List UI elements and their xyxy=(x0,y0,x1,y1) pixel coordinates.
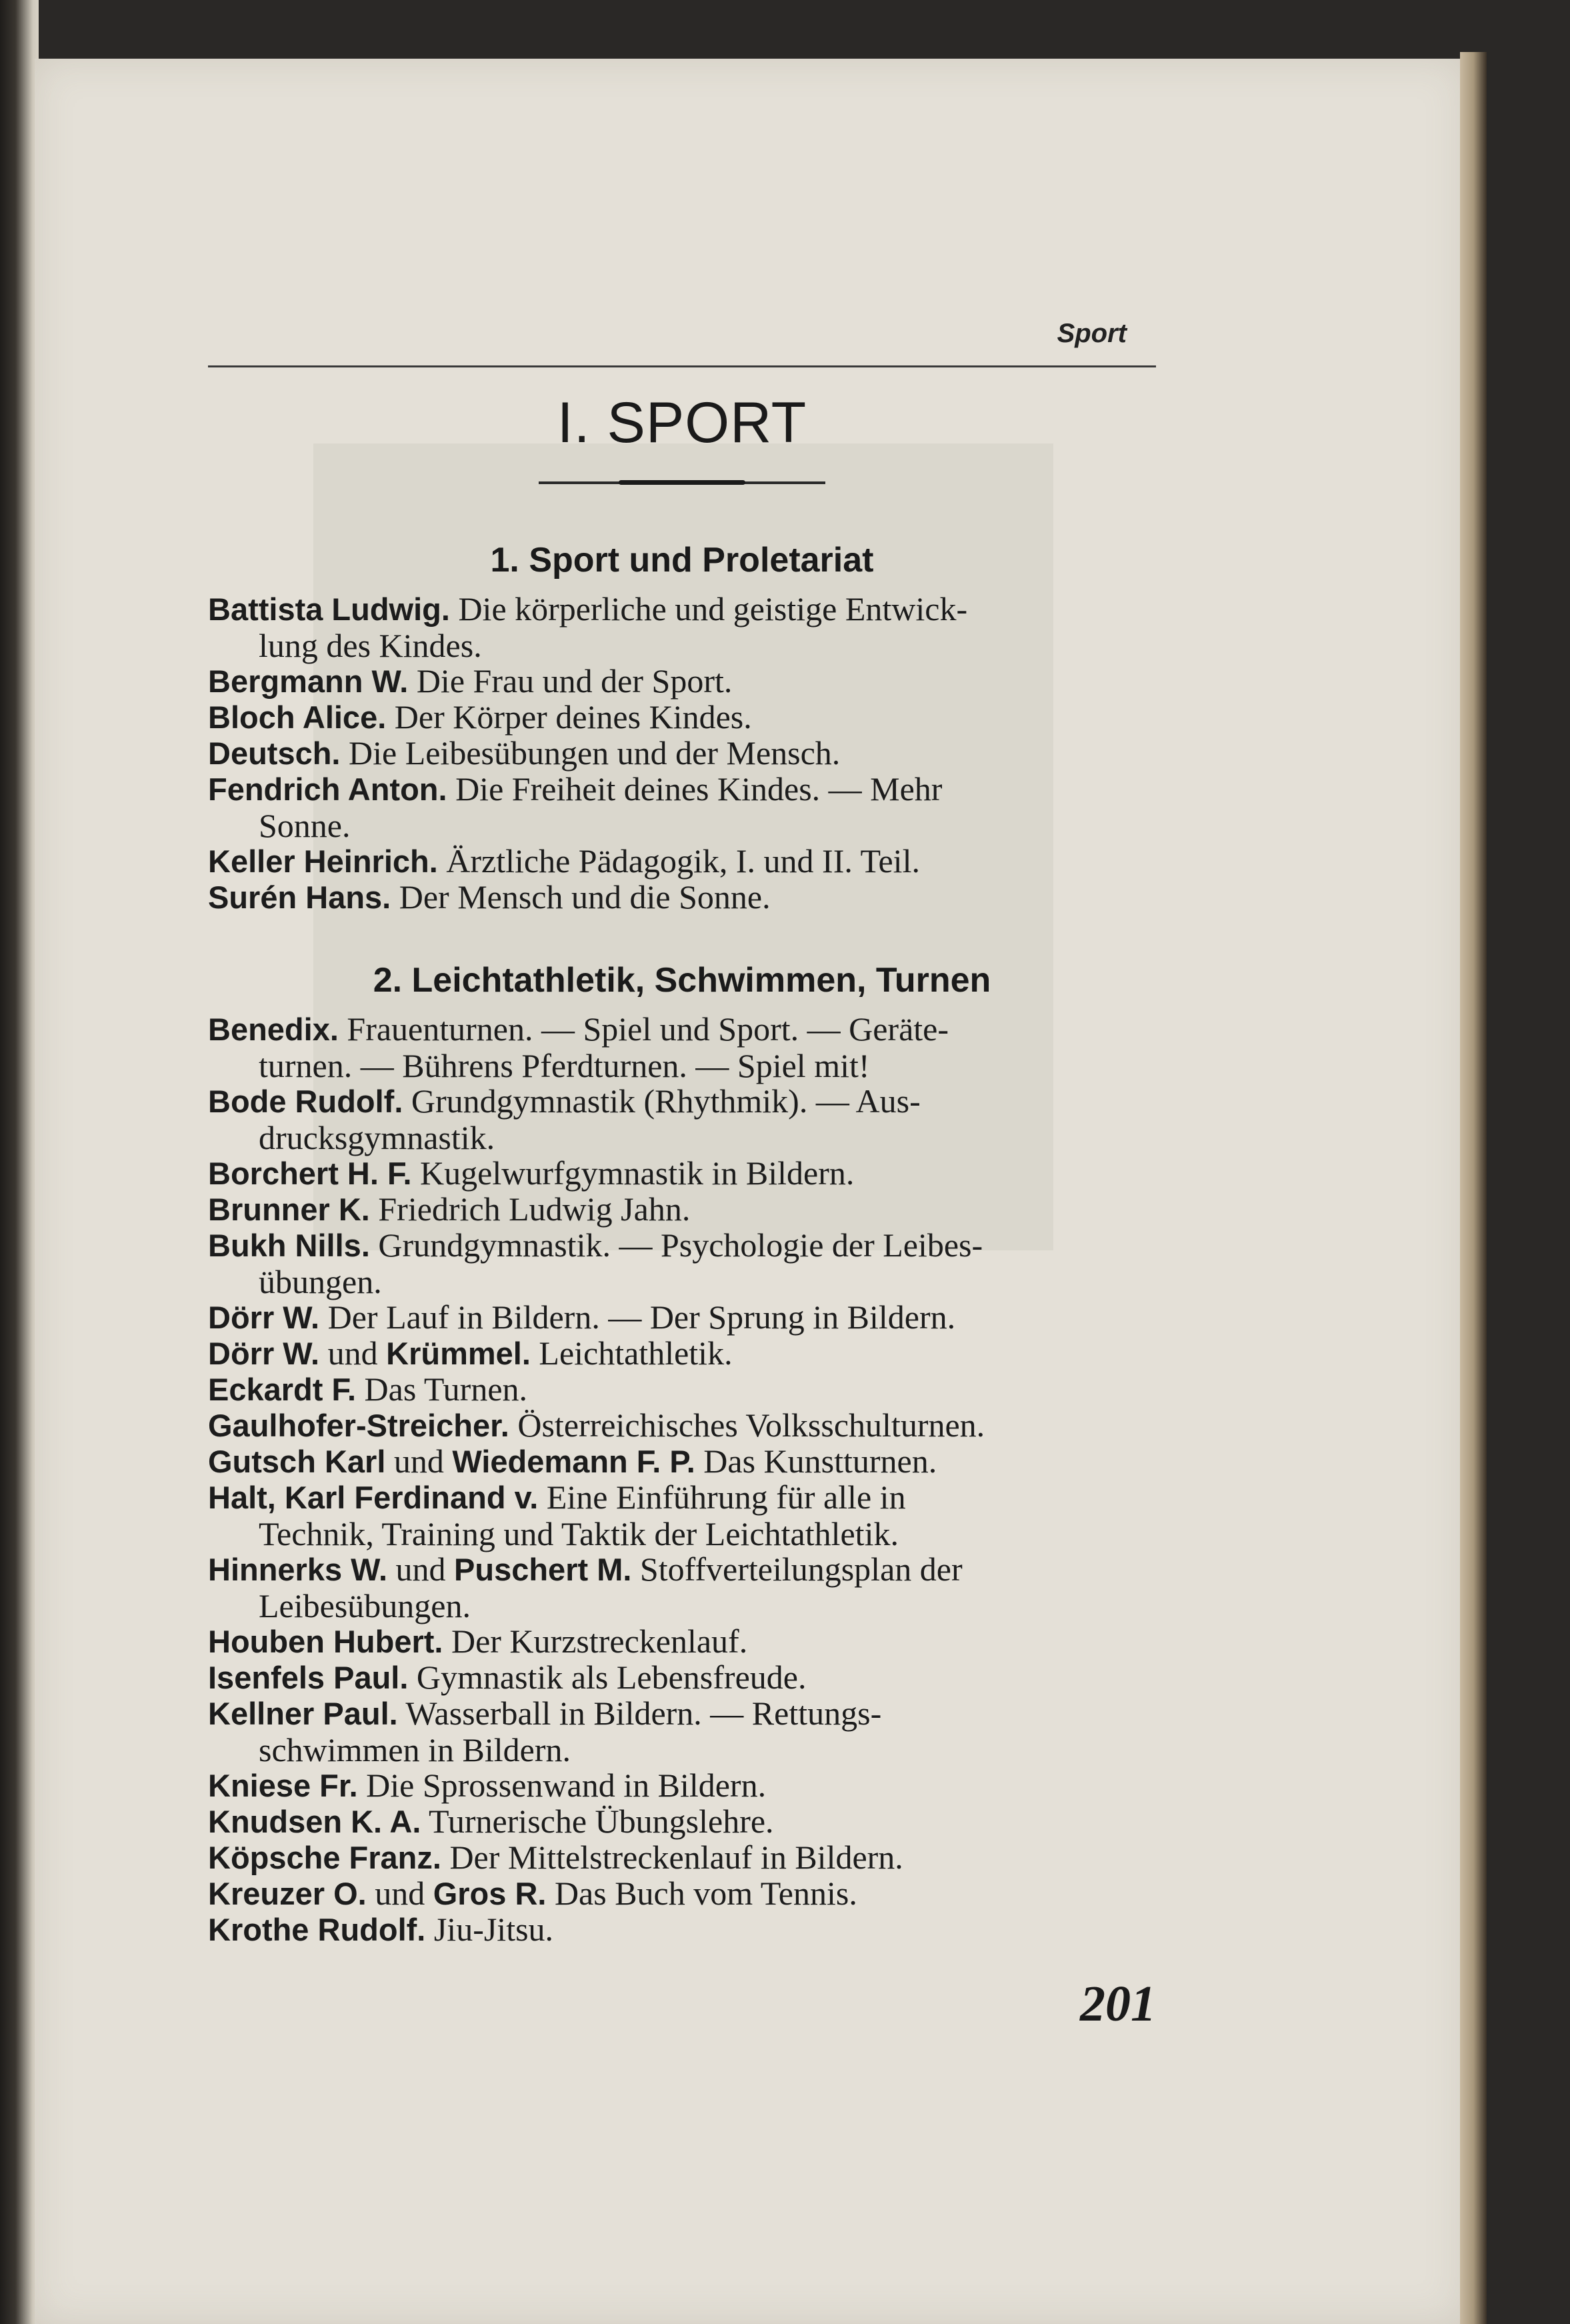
entry-author: Halt, Karl Ferdinand v. xyxy=(208,1480,539,1515)
entry-title: Frauenturnen. — Spiel und Sport. — Geräte- xyxy=(338,1010,949,1048)
entry-author: Fendrich Anton. xyxy=(208,772,447,807)
entry-line xyxy=(208,1623,1156,1660)
entry-author: Hinnerks W. xyxy=(208,1552,388,1587)
page-number: 201 xyxy=(1080,1976,1156,2032)
entry-title: Stoffverteilungsplan der xyxy=(631,1550,963,1588)
entry-title: Wasserball in Bildern. — Rettungs- xyxy=(397,1694,882,1732)
entry-line xyxy=(208,1659,1156,1696)
entry-title: Das Turnen. xyxy=(356,1370,528,1408)
entry-line xyxy=(208,1839,1156,1876)
entry-author: Krothe Rudolf. xyxy=(208,1912,426,1947)
entry-continuation-line xyxy=(208,1120,1156,1156)
entry-line xyxy=(208,699,1156,736)
section-heading: 1. Sport und Proletariat xyxy=(490,541,874,579)
entry-author: Benedix. xyxy=(208,1012,339,1047)
entry-line xyxy=(208,1155,1156,1192)
bibliography-entry xyxy=(208,1191,1156,1228)
bibliography-entry xyxy=(208,1443,1156,1480)
entry-line xyxy=(208,1911,1156,1948)
page-gutter xyxy=(0,0,39,2324)
entry-author: Bukh Nills. xyxy=(208,1228,370,1263)
entry-title: Technik, Training und Taktik der Leichtathletik. xyxy=(259,1515,899,1552)
entry-title: Der Mittelstreckenlauf in Bildern. xyxy=(441,1839,903,1876)
entry-line xyxy=(208,735,1156,772)
entry-author: Bode Rudolf. xyxy=(208,1084,403,1119)
entry-title: Grundgymnastik. — Psychologie der Leibes- xyxy=(369,1226,983,1264)
entry-title: Die körperliche und geistige Entwick- xyxy=(449,590,968,628)
entry-title: Turnerische Übungslehre. xyxy=(421,1803,774,1840)
bibliography-entry xyxy=(208,1767,1156,1804)
entry-continuation-line xyxy=(208,1264,1156,1300)
entry-continuation-line xyxy=(208,808,1156,844)
entry-author: Bloch Alice. xyxy=(208,700,387,735)
entry-line xyxy=(208,1407,1156,1444)
entry-continuation-line xyxy=(208,628,1156,664)
entry-title: turnen. — Bührens Pferdturnen. — Spiel mit! xyxy=(259,1047,870,1084)
entry-line xyxy=(208,1767,1156,1804)
entry-author: Houben Hubert. xyxy=(208,1624,443,1659)
bibliography-entry xyxy=(208,1479,1156,1552)
entry-line xyxy=(208,1335,1156,1372)
entry-author: Wiedemann F. P. xyxy=(452,1444,695,1479)
entry-title: Ärztliche Pädagogik, I. und II. Teil. xyxy=(437,842,920,880)
entry-title: lung des Kindes. xyxy=(259,627,482,664)
bibliography-entry xyxy=(208,1659,1156,1696)
entry-title: Österreichisches Volksschulturnen. xyxy=(509,1406,985,1444)
entry-title: Das Kunstturnen. xyxy=(695,1442,937,1480)
bibliography-entry xyxy=(208,1875,1156,1912)
entry-author: Krümmel. xyxy=(386,1336,531,1371)
bibliography-entry xyxy=(208,1839,1156,1876)
bibliography-entry xyxy=(208,1371,1156,1408)
entry-title: Das Buch vom Tennis. xyxy=(546,1875,857,1912)
bibliography-entry xyxy=(208,1407,1156,1444)
entry-title: übungen. xyxy=(259,1263,382,1300)
bibliography-entry xyxy=(208,735,1156,772)
entry-title: Die Leibesübungen und der Mensch. xyxy=(340,734,841,772)
entry-author: Kreuzer O. xyxy=(208,1876,367,1911)
page-edge xyxy=(1460,52,1487,2324)
entry-author: Köpsche Franz. xyxy=(208,1840,441,1875)
entry-line xyxy=(208,1695,1156,1732)
entry-continuation-line xyxy=(208,1048,1156,1084)
entry-line xyxy=(208,879,1156,916)
entry-title: Die Sprossenwand in Bildern. xyxy=(357,1767,767,1804)
entry-author: Dörr W. xyxy=(208,1300,320,1335)
entry-title: Eine Einführung für alle in xyxy=(538,1478,906,1516)
entry-title: und xyxy=(387,1550,455,1588)
entry-author: Gaulhofer-Streicher. xyxy=(208,1408,509,1443)
entry-author: Surén Hans. xyxy=(208,880,391,915)
entry-author: Kniese Fr. xyxy=(208,1768,358,1803)
entry-continuation-line xyxy=(208,1588,1156,1624)
entry-title: und xyxy=(385,1442,453,1480)
entry-line xyxy=(208,1227,1156,1264)
entry-title: Kugelwurfgymnastik in Bildern. xyxy=(411,1154,855,1192)
bibliography-entry xyxy=(208,1011,1156,1084)
bibliography-entry xyxy=(208,1623,1156,1660)
bibliography-entry xyxy=(208,1335,1156,1372)
entry-author: Keller Heinrich. xyxy=(208,844,438,879)
entry-title: Der Körper deines Kindes. xyxy=(386,698,752,736)
bibliography-entry xyxy=(208,1155,1156,1192)
entry-line xyxy=(208,1443,1156,1480)
bibliography-entry xyxy=(208,591,1156,664)
bibliography-entry xyxy=(208,1227,1156,1300)
bibliography-entry xyxy=(208,879,1156,916)
entry-title: Sonne. xyxy=(259,807,351,844)
entry-title: Der Mensch und die Sonne. xyxy=(391,878,771,916)
entry-continuation-line xyxy=(208,1732,1156,1768)
entry-author: Knudsen K. A. xyxy=(208,1804,421,1839)
entry-title: Der Lauf in Bildern. — Der Sprung in Bildern. xyxy=(319,1298,956,1336)
entry-line xyxy=(208,771,1156,808)
chapter-title: I. SPORT xyxy=(557,391,807,455)
entry-author: Dörr W. xyxy=(208,1336,320,1371)
entry-author: Bergmann W. xyxy=(208,664,409,699)
bibliography-entry xyxy=(208,1803,1156,1840)
entry-line xyxy=(208,1191,1156,1228)
entry-line xyxy=(208,663,1156,700)
title-ornament-rule xyxy=(539,481,825,484)
entry-title: Die Freiheit deines Kindes. — Mehr xyxy=(447,770,943,808)
bibliography-entry xyxy=(208,771,1156,844)
entry-author: Brunner K. xyxy=(208,1192,370,1227)
header-rule xyxy=(208,365,1156,367)
entry-line xyxy=(208,1551,1156,1588)
entry-title: Leibesübungen. xyxy=(259,1587,471,1624)
entry-title: und xyxy=(366,1875,433,1912)
entry-line xyxy=(208,1803,1156,1840)
entry-title: und xyxy=(319,1334,387,1372)
entry-continuation-line xyxy=(208,1516,1156,1552)
entry-line xyxy=(208,1083,1156,1120)
entry-author: Puschert M. xyxy=(454,1552,632,1587)
entry-title: Die Frau und der Sport. xyxy=(408,662,733,700)
bibliography-entry xyxy=(208,1551,1156,1624)
entry-title: drucksgymnastik. xyxy=(259,1119,495,1156)
entry-line xyxy=(208,1371,1156,1408)
bibliography-entry xyxy=(208,699,1156,736)
entry-author: Battista Ludwig. xyxy=(208,592,450,627)
entry-author: Kellner Paul. xyxy=(208,1696,398,1731)
entry-title: Friedrich Ludwig Jahn. xyxy=(369,1190,691,1228)
bibliography-entry xyxy=(208,663,1156,700)
bibliography-entry xyxy=(208,1299,1156,1336)
entry-title: Leichtathletik. xyxy=(530,1334,733,1372)
entry-title: Grundgymnastik (Rhythmik). — Aus- xyxy=(403,1082,921,1120)
bibliography-entry xyxy=(208,1083,1156,1156)
entry-line xyxy=(208,591,1156,628)
entry-author: Isenfels Paul. xyxy=(208,1660,409,1695)
entry-line xyxy=(208,1875,1156,1912)
bibliography-entry xyxy=(208,843,1156,880)
entry-author: Deutsch. xyxy=(208,736,341,771)
bibliography-entry xyxy=(208,1695,1156,1768)
entry-author: Borchert H. F. xyxy=(208,1156,412,1191)
entry-title: Gymnastik als Lebensfreude. xyxy=(408,1658,807,1696)
entry-author: Gutsch Karl xyxy=(208,1444,386,1479)
entry-line xyxy=(208,1479,1156,1516)
running-head: Sport xyxy=(1057,319,1127,348)
entry-line xyxy=(208,843,1156,880)
entry-title: Der Kurzstreckenlauf. xyxy=(443,1622,748,1660)
bibliography-entry xyxy=(208,1911,1156,1948)
entry-author: Eckardt F. xyxy=(208,1372,357,1407)
entry-author: Gros R. xyxy=(433,1876,547,1911)
entry-title: schwimmen in Bildern. xyxy=(259,1731,571,1769)
section-heading: 2. Leichtathletik, Schwimmen, Turnen xyxy=(373,961,991,1000)
entry-title: Jiu-Jitsu. xyxy=(425,1911,554,1948)
entry-line xyxy=(208,1011,1156,1048)
entry-line xyxy=(208,1299,1156,1336)
